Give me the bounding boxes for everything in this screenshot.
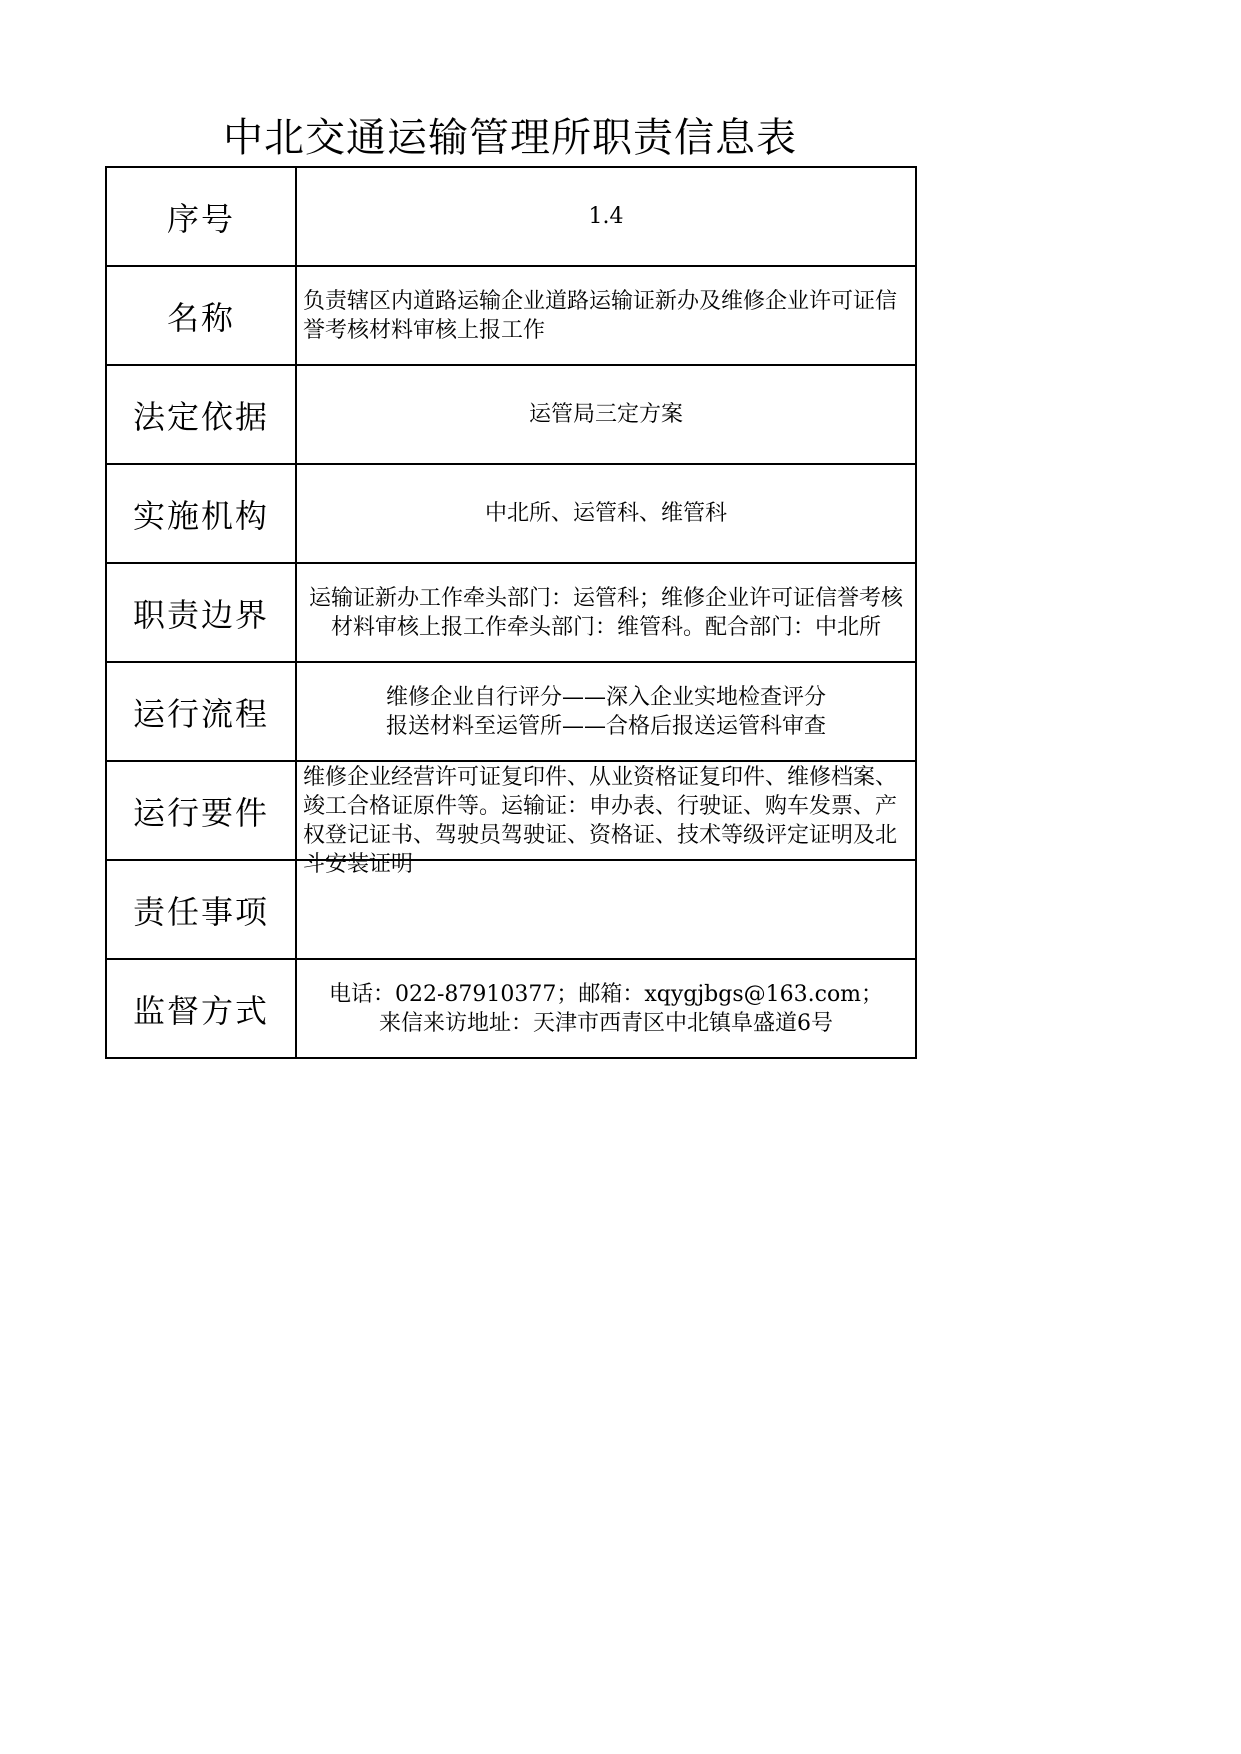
operation-process-text: 维修企业自行评分——深入企业实地检查评分 报送材料至运管所——合格后报送运管科审查: [385, 684, 826, 739]
name-text: 负责辖区内道路运输企业道路运输证新办及维修企业许可证信誉考核材料审核上报工作: [303, 288, 898, 343]
table-row: [106, 266, 916, 365]
duty-info-table: [105, 166, 917, 1059]
table-row: [106, 167, 916, 266]
row-value-operation-requirements: [296, 761, 916, 877]
row-label-responsibility-boundary: 职责边界: [106, 563, 296, 662]
page-title: 中北交通运输管理所职责信息表: [223, 115, 797, 161]
implementing-agency-text: 中北所、运管科、维管科: [484, 501, 727, 526]
row-value-name: [296, 266, 916, 365]
operation-requirements-text: 维修企业经营许可证复印件、从业资格证复印件、维修档案、竣工合格证原件等。运输证：申办表、行驶证、购车发票、产权登记证书、驾驶员驾驶证、资格证、技术等级评定证明及北斗安装证明: [303, 765, 898, 877]
legal-basis-text: 运管局三定方案: [528, 402, 683, 427]
row-label-operation-process: 运行流程: [106, 662, 296, 761]
row-value-operation-process: [296, 662, 916, 761]
row-label-supervision-method: 监督方式: [106, 959, 296, 1058]
table-row: [106, 563, 916, 662]
table-row: [106, 959, 916, 1058]
table-row: [106, 464, 916, 563]
row-label-operation-requirements: 运行要件: [106, 761, 296, 860]
row-label-responsibility-items: 责任事项: [106, 860, 296, 959]
row-label-implementing-agency: 实施机构: [106, 464, 296, 563]
table-row: [106, 860, 916, 959]
row-label-name: 名称: [106, 266, 296, 365]
supervision-method-text: 电话：022-87910377；邮箱：xqygjbgs@163.com； 来信来访地址：天津市西青区中北镇阜盛道6号: [328, 981, 884, 1036]
row-value-supervision-method: [296, 959, 916, 1058]
row-value-serial-number: [296, 167, 916, 266]
row-value-legal-basis: [296, 365, 916, 464]
serial-number-text: 1.4: [588, 204, 624, 229]
table-row: [106, 761, 916, 860]
row-value-implementing-agency: [296, 464, 916, 563]
row-label-serial-number: 序号: [106, 167, 296, 266]
responsibility-boundary-text: 运输证新办工作牵头部门：运管科；维修企业许可证信誉考核材料审核上报工作牵头部门：维管科。配合部门：中北所: [308, 585, 903, 640]
table-row: [106, 365, 916, 464]
table-row: [106, 662, 916, 761]
row-label-legal-basis: 法定依据: [106, 365, 296, 464]
row-value-responsibility-boundary: [296, 563, 916, 662]
